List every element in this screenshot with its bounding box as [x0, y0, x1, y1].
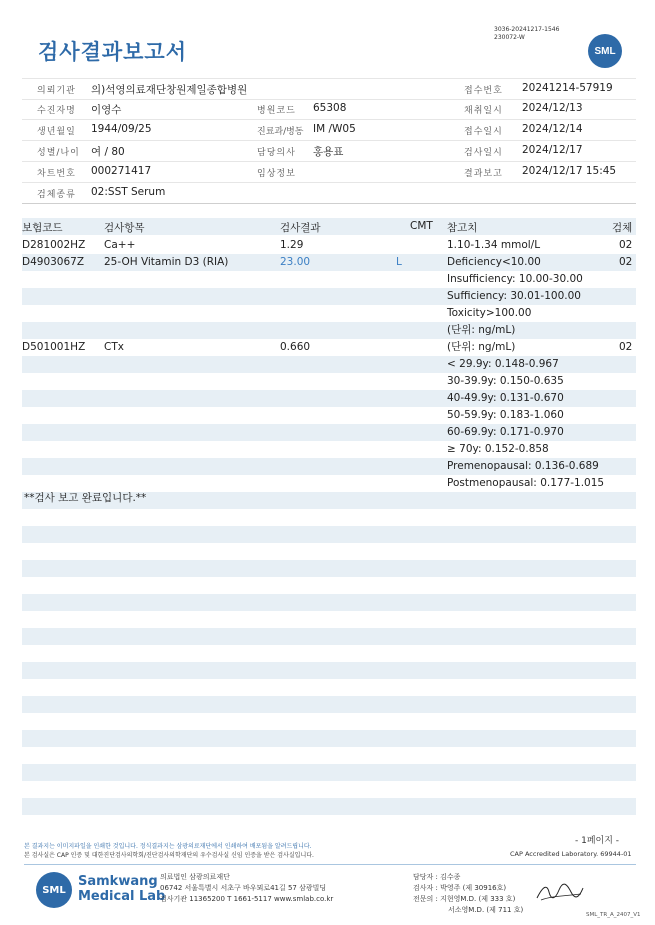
table-cell-reference: Postmenopausal: 0.177-1.015 [447, 477, 605, 489]
dept-value: IM /W05 [313, 123, 356, 135]
table-cell-reference: 1.10-1.34 mmol/L [447, 239, 541, 251]
document-id-line2: 230072-W [494, 34, 525, 41]
col-item-header: 검사항목 [104, 222, 145, 234]
table-cell-item: 25-OH Vitamin D3 (RIA) [104, 256, 229, 268]
table-cell-specimen: 02 [619, 256, 633, 268]
page-number: - 1페이지 - [575, 836, 620, 846]
sex-age-label: 성별/나이 [37, 148, 80, 158]
collection-date-label: 채취일시 [464, 106, 503, 116]
accreditation-notice: 본 검사실은 CAP 인증 및 대한진단검사의학회/진단검사의학재단의 우수검사실 신임 인증을 받은 검사실입니다. [24, 852, 314, 859]
staff-examiner-label: 검사자 : [413, 884, 438, 892]
examinee-label: 수진자명 [37, 106, 76, 116]
info-row-2 [22, 99, 636, 120]
col-specimen-header: 검체 [612, 222, 633, 234]
receipt-no-value: 20241214-57919 [522, 82, 613, 94]
table-cell-reference: Insufficiency: 10.00-30.00 [447, 273, 583, 285]
staff-specialist-1: 지현영M.D. (제 333 호) [440, 895, 516, 903]
table-cell-reference: Deficiency<10.00 [447, 256, 541, 268]
col-reference-header: 참고치 [447, 222, 478, 234]
company-name [78, 874, 165, 904]
clinical-info-label: 임상정보 [257, 169, 296, 179]
table-stripe [22, 560, 636, 577]
image-print-notice: 본 결과지는 이미지파일을 인쇄한 것입니다. 정식결과지는 삼광의료재단에서 인쇄하여 배포됨을 알려드립니다. [24, 843, 312, 850]
exam-date-label: 검사일시 [464, 148, 503, 158]
doctor-value: 홍용표 [313, 146, 344, 158]
table-cell-flag: L [396, 256, 402, 268]
chart-no-label: 차트번호 [37, 169, 76, 179]
table-cell-result: 0.660 [280, 341, 311, 353]
receipt-date-value: 2024/12/14 [522, 123, 583, 135]
doctor-label: 담당의사 [257, 148, 296, 158]
company-name-line2: Medical Lab [78, 889, 166, 904]
info-row-5 [22, 162, 636, 183]
page-title: 검사결과보고서 [38, 40, 188, 64]
report-date-value: 2024/12/17 15:45 [522, 165, 617, 177]
table-stripe [22, 662, 636, 679]
table-stripe [22, 526, 636, 543]
collection-date-value: 2024/12/13 [522, 102, 583, 114]
signature-icon [535, 880, 585, 904]
table-cell-reference: < 29.9y: 0.148-0.967 [447, 358, 559, 370]
dept-label: 진료과/병동 [257, 127, 304, 137]
table-cell-reference: Toxicity>100.00 [447, 307, 532, 319]
results-table-header [22, 218, 636, 235]
col-code-header: 보험코드 [22, 222, 63, 234]
hospital-code-label: 병원코드 [257, 106, 296, 116]
examinee-value: 이영수 [91, 104, 122, 116]
table-cell-reference: ≥ 70y: 0.152-0.858 [447, 443, 549, 455]
address-line1: 의료법인 삼광의료재단 [160, 873, 230, 881]
table-cell-reference: 50-59.9y: 0.183-1.060 [447, 409, 564, 421]
info-row-3 [22, 120, 636, 141]
table-cell-item: Ca++ [104, 239, 136, 251]
birth-label: 생년월일 [37, 127, 76, 137]
table-stripe [22, 730, 636, 747]
sml-logo: SML [588, 34, 622, 68]
table-cell-specimen: 02 [619, 341, 633, 353]
table-cell-code: D4903067Z [22, 256, 85, 268]
exam-date-value: 2024/12/17 [522, 144, 583, 156]
institution-value: 의)석영의료재단창원제일종합병원 [91, 84, 248, 96]
staff-list [413, 872, 523, 916]
table-cell-result: 1.29 [280, 239, 304, 251]
hospital-code-value: 65308 [313, 102, 347, 114]
company-address [160, 872, 333, 905]
address-line2: 06742 서울특별시 서초구 바우뫼로41길 57 삼광빌딩 [160, 884, 327, 892]
company-name-line1: Samkwang [78, 874, 158, 889]
col-cmt-header: CMT [410, 220, 433, 232]
completion-note: **검사 보고 완료입니다.** [24, 492, 147, 504]
table-cell-result: 23.00 [280, 256, 311, 268]
institution-label: 의뢰기관 [37, 86, 76, 96]
staff-examiner: 박영주 (제 30916호) [440, 884, 507, 892]
document-id-line1: 3036-20241217-1546 [494, 26, 560, 33]
table-cell-code: D281002HZ [22, 239, 86, 251]
info-row-6 [22, 183, 636, 204]
chart-no-value: 000271417 [91, 165, 152, 177]
footer-sml-logo: SML [36, 872, 72, 908]
table-cell-reference: Premenopausal: 0.136-0.689 [447, 460, 599, 472]
table-cell-reference: 60-69.9y: 0.171-0.970 [447, 426, 564, 438]
address-line3: 검사기관 11365200 T 1661-5117 www.smlab.co.kr [160, 895, 334, 903]
specimen-type-value: 02:SST Serum [91, 186, 166, 198]
receipt-no-label: 접수번호 [464, 86, 503, 96]
info-row-4 [22, 141, 636, 162]
specimen-type-label: 검체종류 [37, 190, 76, 200]
table-cell-specimen: 02 [619, 239, 633, 251]
birth-value: 1944/09/25 [91, 123, 152, 135]
table-cell-item: CTx [104, 341, 124, 353]
table-stripe [22, 322, 636, 339]
table-cell-reference: 30-39.9y: 0.150-0.635 [447, 375, 564, 387]
staff-specialist-2: 서소영M.D. (제 711 호) [448, 906, 524, 914]
table-stripe [22, 798, 636, 815]
sex-age-value: 여 / 80 [91, 146, 125, 158]
table-cell-reference: 40-49.9y: 0.131-0.670 [447, 392, 564, 404]
table-stripe [22, 628, 636, 645]
cap-accreditation: CAP Accredited Laboratory. 69944-01 [510, 850, 632, 858]
report-date-label: 결과보고 [464, 169, 503, 179]
staff-manager-label: 담당자 : [413, 873, 438, 881]
document-id [494, 26, 559, 42]
info-row-1 [22, 78, 636, 100]
table-stripe [22, 594, 636, 611]
footer-divider [24, 864, 636, 865]
table-cell-reference: (단위: ng/mL) [447, 341, 516, 353]
staff-manager: 김수종 [440, 873, 461, 881]
table-stripe [22, 696, 636, 713]
table-cell-code: D501001HZ [22, 341, 86, 353]
receipt-date-label: 접수일시 [464, 127, 503, 137]
table-cell-reference: (단위: ng/mL) [447, 324, 516, 336]
staff-specialist-label: 전문의 : [413, 895, 438, 903]
table-cell-reference: Sufficiency: 30.01-100.00 [447, 290, 581, 302]
table-stripe [22, 764, 636, 781]
col-result-header: 검사결과 [280, 222, 321, 234]
form-code: SML_TR_A_2407_V1 [586, 912, 641, 918]
